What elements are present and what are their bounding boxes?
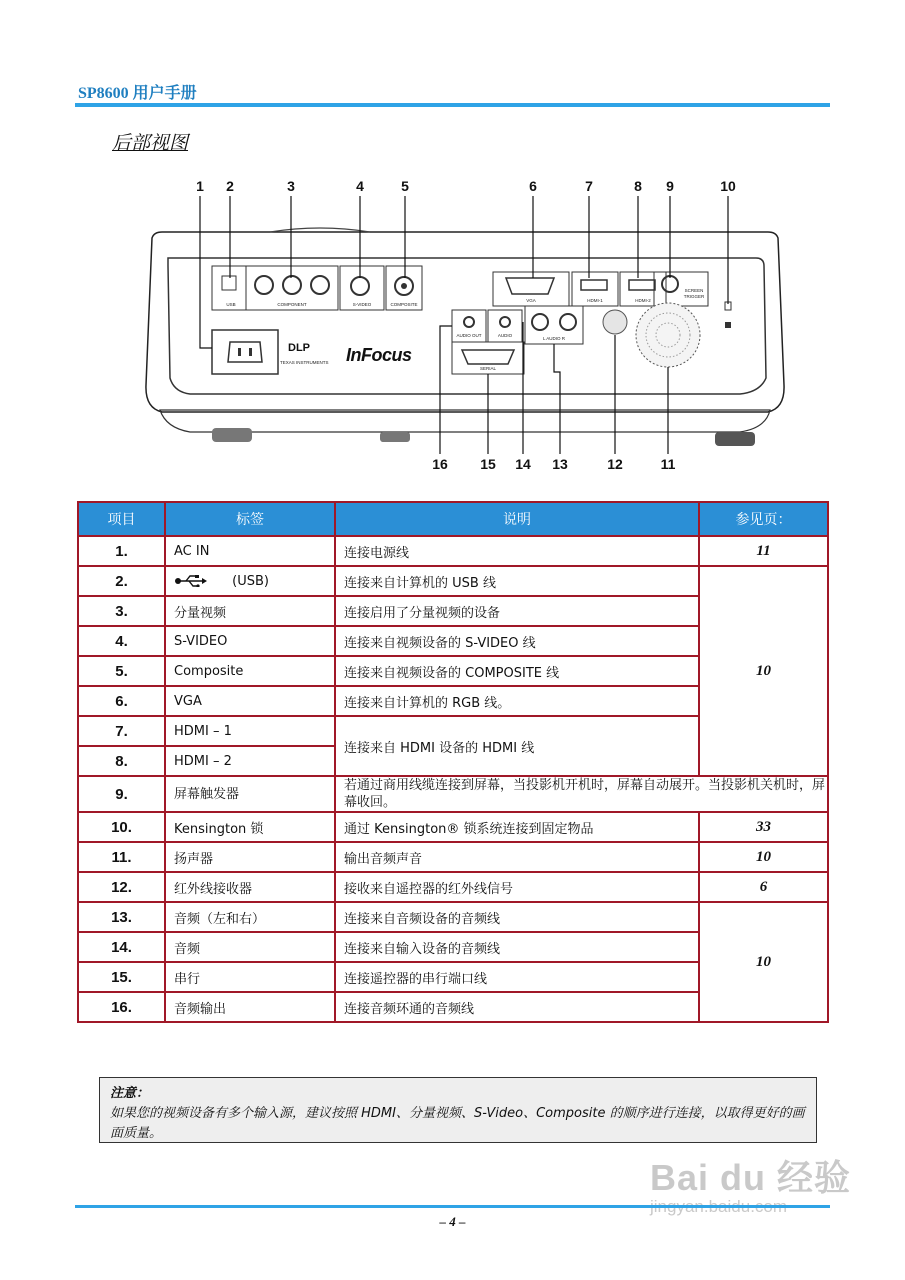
callout-6: 6 bbox=[529, 178, 537, 194]
row-label: 屏幕触发器 bbox=[165, 776, 335, 812]
column-header-description: 说明 bbox=[335, 502, 699, 536]
page-number: – 4 – bbox=[439, 1214, 466, 1229]
row-label: Kensington 锁 bbox=[165, 812, 335, 842]
callout-9: 9 bbox=[666, 178, 674, 194]
row-number: 1. bbox=[78, 536, 165, 566]
texas-instruments-label: TEXAS INSTRUMENTS bbox=[280, 360, 329, 365]
callout-10: 10 bbox=[720, 178, 736, 194]
callout-15: 15 bbox=[480, 456, 496, 472]
row-page: 6 bbox=[699, 872, 828, 902]
vga-label: VGA bbox=[526, 298, 536, 303]
row-label: S-VIDEO bbox=[165, 626, 335, 656]
hdmi2-label: HDMI-2 bbox=[635, 298, 651, 303]
row-label-usb bbox=[165, 566, 335, 596]
row-description: 连接来自计算机的 USB 线 bbox=[335, 566, 699, 596]
table-row bbox=[78, 566, 828, 596]
row-number: 2. bbox=[78, 566, 165, 596]
screen-trigger-label-2: TRIGGER bbox=[683, 294, 705, 299]
row-description: 连接启用了分量视频的设备 bbox=[335, 596, 699, 626]
usb-label: USB bbox=[226, 302, 236, 307]
note-title: 注意： bbox=[110, 1086, 150, 1101]
callout-8: 8 bbox=[634, 178, 642, 194]
row-number: 5. bbox=[78, 656, 165, 686]
row-page: 11 bbox=[699, 536, 828, 566]
table-row bbox=[78, 842, 828, 872]
audio-label: AUDIO bbox=[497, 333, 513, 338]
callout-11: 11 bbox=[660, 456, 676, 472]
table-row bbox=[78, 902, 828, 932]
row-label: Composite bbox=[165, 656, 335, 686]
row-description: 连接音频环通的音频线 bbox=[335, 992, 699, 1022]
rear-view-diagram bbox=[140, 170, 790, 485]
callout-4: 4 bbox=[356, 178, 364, 194]
row-page: 10 bbox=[699, 842, 828, 872]
dlp-logo: DLP bbox=[288, 342, 310, 354]
row-number: 9. bbox=[78, 776, 165, 812]
column-header-label: 标签 bbox=[165, 502, 335, 536]
row-label: 音频（左和右） bbox=[165, 902, 335, 932]
row-description: 输出音频声音 bbox=[335, 842, 699, 872]
column-header-page: 参见页： bbox=[699, 502, 828, 536]
row-number: 16. bbox=[78, 992, 165, 1022]
footer-rule bbox=[75, 1205, 830, 1208]
row-label: 音频输出 bbox=[165, 992, 335, 1022]
callout-12: 12 bbox=[607, 456, 623, 472]
row-label: HDMI – 2 bbox=[165, 746, 335, 776]
row-description: 连接来自计算机的 RGB 线。 bbox=[335, 686, 699, 716]
callout-14: 14 bbox=[515, 456, 531, 472]
row-number: 7. bbox=[78, 716, 165, 746]
note-text: 如果您的视频设备有多个输入源，建议按照 HDMI、分量视频、S-Video、Composite 的顺序进行连接，以取得更好的画面质量。 bbox=[110, 1106, 805, 1141]
row-label: 音频 bbox=[165, 932, 335, 962]
audio-out-label: AUDIO OUT bbox=[456, 333, 482, 338]
table-row bbox=[78, 536, 828, 566]
row-number: 4. bbox=[78, 626, 165, 656]
composite-label: COMPOSITE bbox=[390, 302, 418, 307]
row-number: 3. bbox=[78, 596, 165, 626]
usb-icon bbox=[174, 575, 208, 587]
row-page-merged: 10 bbox=[699, 902, 828, 1022]
row-number: 12. bbox=[78, 872, 165, 902]
row-page-merged: 10 bbox=[699, 566, 828, 776]
row-description: 若通过商用线缆连接到屏幕，当投影机开机时，屏幕自动展开。当投影机关机时，屏幕收回。 bbox=[335, 776, 828, 812]
callout-7: 7 bbox=[585, 178, 593, 194]
table-header-row bbox=[78, 502, 828, 536]
projector-rear-drawing bbox=[140, 170, 790, 485]
row-number: 13. bbox=[78, 902, 165, 932]
callout-16: 16 bbox=[432, 456, 448, 472]
row-description: 连接遥控器的串行端口线 bbox=[335, 962, 699, 992]
component-label: COMPONENT bbox=[277, 302, 307, 307]
table-row bbox=[78, 872, 828, 902]
row-description: 连接来自视频设备的 COMPOSITE 线 bbox=[335, 656, 699, 686]
table-row bbox=[78, 812, 828, 842]
audio-lr-label: L AUDIO R bbox=[542, 336, 566, 341]
header-rule bbox=[75, 103, 830, 107]
row-label: 分量视频 bbox=[165, 596, 335, 626]
row-number: 8. bbox=[78, 746, 165, 776]
row-description: 连接电源线 bbox=[335, 536, 699, 566]
callout-3: 3 bbox=[287, 178, 295, 194]
callout-5: 5 bbox=[401, 178, 409, 194]
column-header-item: 项目 bbox=[78, 502, 165, 536]
row-description-merged: 连接来自 HDMI 设备的 HDMI 线 bbox=[335, 716, 699, 776]
row-number: 14. bbox=[78, 932, 165, 962]
table-row bbox=[78, 776, 828, 812]
svideo-label: S-VIDEO bbox=[352, 302, 372, 307]
callout-13: 13 bbox=[552, 456, 568, 472]
brand-logo: InFocus bbox=[346, 345, 412, 365]
note-box bbox=[99, 1077, 817, 1143]
row-description: 连接来自输入设备的音频线 bbox=[335, 932, 699, 962]
row-label: AC IN bbox=[165, 536, 335, 566]
callout-2: 2 bbox=[226, 178, 234, 194]
row-label: 串行 bbox=[165, 962, 335, 992]
screen-trigger-label-1: SCREEN bbox=[684, 288, 704, 293]
row-description: 接收来自遥控器的红外线信号 bbox=[335, 872, 699, 902]
row-label: 扬声器 bbox=[165, 842, 335, 872]
rear-ports-table bbox=[77, 501, 829, 1023]
serial-label: SERIAL bbox=[479, 366, 496, 371]
document-header-title: SP8600 用户手册 bbox=[78, 85, 197, 102]
row-description: 连接来自音频设备的音频线 bbox=[335, 902, 699, 932]
row-number: 6. bbox=[78, 686, 165, 716]
callout-1: 1 bbox=[196, 178, 204, 194]
row-description: 连接来自视频设备的 S-VIDEO 线 bbox=[335, 626, 699, 656]
row-label: VGA bbox=[165, 686, 335, 716]
section-title: 后部视图 bbox=[112, 132, 189, 154]
row-label: HDMI – 1 bbox=[165, 716, 335, 746]
row-number: 10. bbox=[78, 812, 165, 842]
row-page: 33 bbox=[699, 812, 828, 842]
row-number: 15. bbox=[78, 962, 165, 992]
row-label: 红外线接收器 bbox=[165, 872, 335, 902]
row-description: 通过 Kensington® 锁系统连接到固定物品 bbox=[335, 812, 699, 842]
watermark-brand: Bai du 经验 bbox=[650, 1157, 852, 1198]
row-number: 11. bbox=[78, 842, 165, 872]
hdmi1-label: HDMI-1 bbox=[587, 298, 603, 303]
usb-label-text: (USB) bbox=[232, 573, 269, 589]
